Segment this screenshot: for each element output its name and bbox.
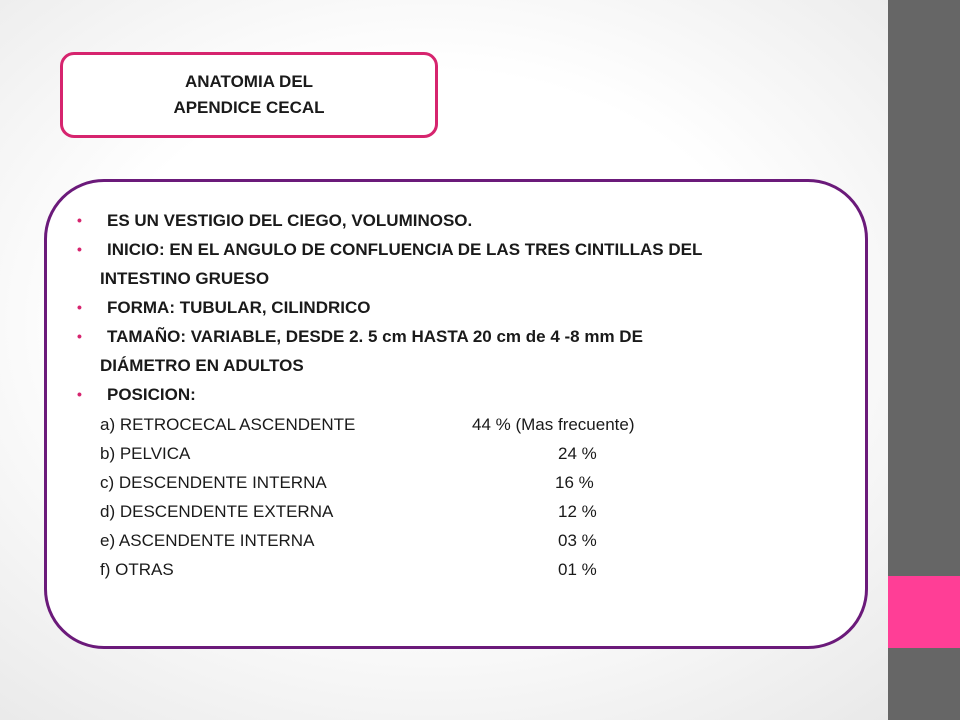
position-row — [100, 497, 800, 526]
position-label: d) DESCENDENTE EXTERNA — [100, 502, 334, 521]
position-row — [100, 410, 800, 439]
position-row — [100, 468, 800, 497]
bullet-dot-icon: • — [77, 241, 82, 257]
bullet-item — [77, 235, 867, 293]
title-box — [60, 52, 438, 138]
bullet-text: INICIO: EN EL ANGULO DE CONFLUENCIA DE LAS TRES CINTILLAS DEL — [107, 240, 703, 259]
bullet-text-continuation: INTESTINO GRUESO — [100, 269, 270, 288]
bullet-text: TAMAÑO: VARIABLE, DESDE 2. 5 cm HASTA 20 cm de 4 -8 mm DE — [107, 327, 643, 346]
position-list — [100, 410, 800, 584]
position-row — [100, 439, 800, 468]
bullet-text: POSICION: — [107, 385, 196, 404]
position-label: b) PELVICA — [100, 444, 191, 463]
position-value: 03 % — [558, 531, 597, 550]
position-value: 16 % — [555, 473, 594, 492]
bullet-item — [77, 322, 867, 380]
position-value: 44 % (Mas frecuente) — [472, 415, 635, 434]
position-value: 01 % — [558, 560, 597, 579]
position-row — [100, 526, 800, 555]
bullet-text: FORMA: TUBULAR, CILINDRICO — [107, 298, 371, 317]
bullet-dot-icon: • — [77, 328, 82, 344]
bullet-list — [77, 206, 867, 409]
bullet-text: ES UN VESTIGIO DEL CIEGO, VOLUMINOSO. — [107, 211, 473, 230]
bullet-item — [77, 206, 867, 235]
bullet-text-continuation: DIÁMETRO EN ADULTOS — [100, 356, 304, 375]
position-value: 24 % — [558, 444, 597, 463]
position-label: a) RETROCECAL ASCENDENTE — [100, 415, 356, 434]
title-line-2: APENDICE CECAL — [173, 98, 325, 117]
bullet-dot-icon: • — [77, 212, 82, 228]
bullet-item — [77, 380, 867, 409]
position-label: f) OTRAS — [100, 560, 174, 579]
position-label: e) ASCENDENTE INTERNA — [100, 531, 315, 550]
position-value: 12 % — [558, 502, 597, 521]
position-row — [100, 555, 800, 584]
position-label: c) DESCENDENTE INTERNA — [100, 473, 327, 492]
bullet-item — [77, 293, 867, 322]
bullet-dot-icon: • — [77, 299, 82, 315]
side-accent-block — [888, 576, 960, 648]
bullet-dot-icon: • — [77, 386, 82, 402]
title-line-1: ANATOMIA DEL — [184, 72, 314, 91]
